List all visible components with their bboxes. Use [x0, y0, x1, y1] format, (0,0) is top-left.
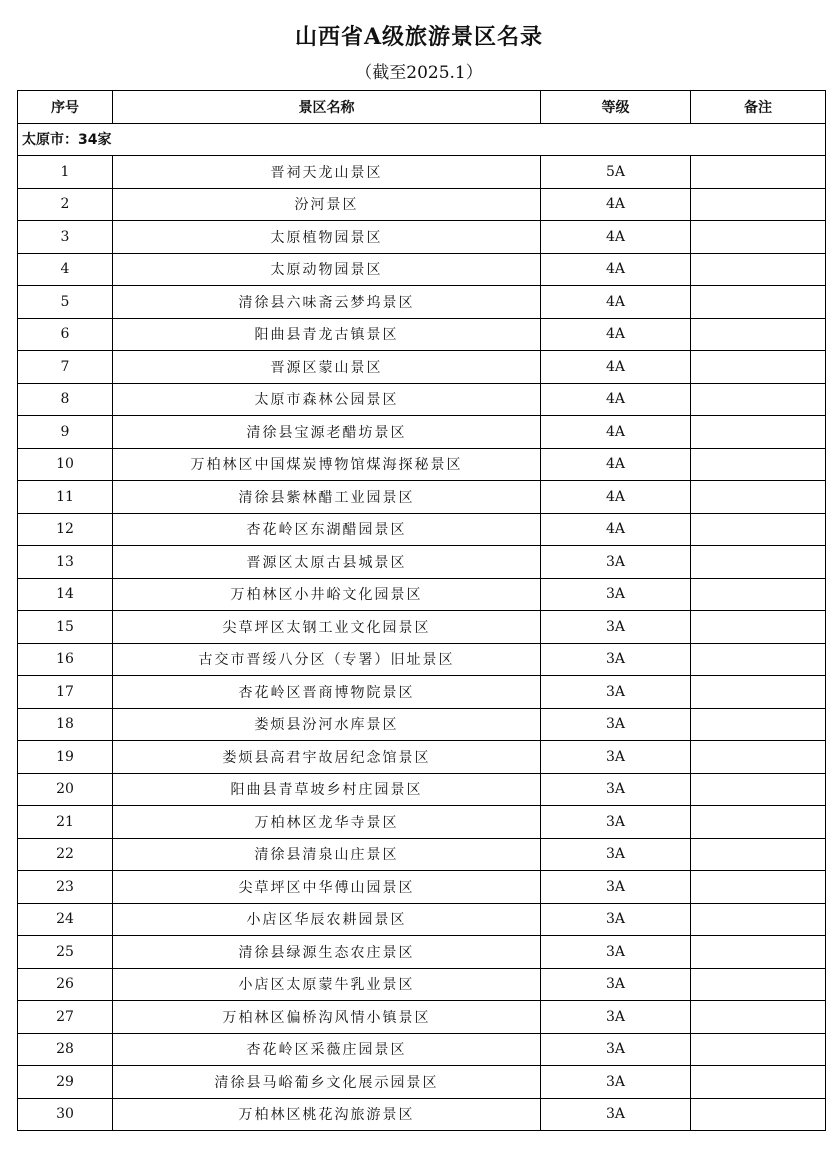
- table-row: [18, 1001, 826, 1034]
- row-level: 3A: [541, 903, 691, 936]
- row-name: 万柏林区中国煤炭博物馆煤海探秘景区: [113, 448, 541, 481]
- row-level: 4A: [541, 416, 691, 449]
- row-index: 16: [18, 643, 113, 676]
- row-name: 万柏林区小井峪文化园景区: [113, 578, 541, 611]
- row-name: 尖草坪区中华傅山园景区: [113, 871, 541, 904]
- row-name: 阳曲县青龙古镇景区: [113, 318, 541, 351]
- row-level: 3A: [541, 936, 691, 969]
- row-level: 4A: [541, 383, 691, 416]
- row-note: [691, 838, 826, 871]
- row-level: 4A: [541, 286, 691, 319]
- row-note: [691, 676, 826, 709]
- row-level: 3A: [541, 676, 691, 709]
- header-name: 景区名称: [113, 91, 541, 124]
- row-name: 古交市晋绥八分区（专署）旧址景区: [113, 643, 541, 676]
- table-row: [18, 1098, 826, 1131]
- row-level: 3A: [541, 643, 691, 676]
- row-level: 4A: [541, 318, 691, 351]
- row-level: 3A: [541, 806, 691, 839]
- row-index: 29: [18, 1066, 113, 1099]
- row-name: 太原市森林公园景区: [113, 383, 541, 416]
- row-index: 14: [18, 578, 113, 611]
- table-row: [18, 741, 826, 774]
- row-name: 清徐县马峪葡乡文化展示园景区: [113, 1066, 541, 1099]
- row-index: 22: [18, 838, 113, 871]
- table-row: [18, 253, 826, 286]
- row-index: 30: [18, 1098, 113, 1131]
- table-row: [18, 416, 826, 449]
- document-subtitle: （截至2025.1）: [355, 63, 483, 83]
- row-level: 3A: [541, 838, 691, 871]
- row-level: 3A: [541, 611, 691, 644]
- row-level: 3A: [541, 1033, 691, 1066]
- row-level: 4A: [541, 188, 691, 221]
- table-row: [18, 351, 826, 384]
- row-index: 26: [18, 968, 113, 1001]
- table-row: [18, 773, 826, 806]
- row-note: [691, 1066, 826, 1099]
- row-level: 3A: [541, 578, 691, 611]
- row-index: 11: [18, 481, 113, 514]
- row-level: 3A: [541, 1001, 691, 1034]
- row-note: [691, 708, 826, 741]
- row-level: 3A: [541, 741, 691, 774]
- row-index: 3: [18, 221, 113, 254]
- row-index: 6: [18, 318, 113, 351]
- row-note: [691, 156, 826, 189]
- row-name: 清徐县清泉山庄景区: [113, 838, 541, 871]
- row-level: 5A: [541, 156, 691, 189]
- row-name: 太原植物园景区: [113, 221, 541, 254]
- row-level: 4A: [541, 481, 691, 514]
- row-index: 13: [18, 546, 113, 579]
- row-index: 25: [18, 936, 113, 969]
- row-note: [691, 1033, 826, 1066]
- row-note: [691, 188, 826, 221]
- table-row: [18, 903, 826, 936]
- row-index: 20: [18, 773, 113, 806]
- row-note: [691, 513, 826, 546]
- row-index: 1: [18, 156, 113, 189]
- table-row: [18, 546, 826, 579]
- row-index: 7: [18, 351, 113, 384]
- table-row: [18, 676, 826, 709]
- header-note: 备注: [691, 91, 826, 124]
- table-row: [18, 1033, 826, 1066]
- header-index: 序号: [18, 91, 113, 124]
- row-name: 杏花岭区东湖醋园景区: [113, 513, 541, 546]
- row-index: 23: [18, 871, 113, 904]
- table-row: [18, 188, 826, 221]
- row-note: [691, 481, 826, 514]
- region-label: 太原市：34家: [18, 123, 826, 156]
- row-note: [691, 903, 826, 936]
- row-note: [691, 1098, 826, 1131]
- row-level: 3A: [541, 708, 691, 741]
- row-index: 19: [18, 741, 113, 774]
- table-row: [18, 286, 826, 319]
- table-row: [18, 968, 826, 1001]
- table-row: [18, 1066, 826, 1099]
- row-index: 4: [18, 253, 113, 286]
- table-row: [18, 156, 826, 189]
- row-index: 15: [18, 611, 113, 644]
- row-level: 4A: [541, 221, 691, 254]
- row-level: 3A: [541, 1098, 691, 1131]
- row-index: 2: [18, 188, 113, 221]
- row-name: 小店区华辰农耕园景区: [113, 903, 541, 936]
- row-note: [691, 318, 826, 351]
- row-level: 4A: [541, 351, 691, 384]
- row-note: [691, 351, 826, 384]
- row-name: 娄烦县高君宇故居纪念馆景区: [113, 741, 541, 774]
- table-body: [18, 123, 826, 1131]
- row-name: 万柏林区龙华寺景区: [113, 806, 541, 839]
- row-name: 万柏林区桃花沟旅游景区: [113, 1098, 541, 1131]
- row-index: 24: [18, 903, 113, 936]
- table-row: [18, 513, 826, 546]
- table-row: [18, 708, 826, 741]
- row-index: 18: [18, 708, 113, 741]
- row-name: 汾河景区: [113, 188, 541, 221]
- row-note: [691, 546, 826, 579]
- row-name: 小店区太原蒙牛乳业景区: [113, 968, 541, 1001]
- row-name: 清徐县宝源老醋坊景区: [113, 416, 541, 449]
- document-title: 山西省A级旅游景区名录: [294, 24, 544, 50]
- header-level: 等级: [541, 91, 691, 124]
- table-row: [18, 448, 826, 481]
- row-name: 阳曲县青草坡乡村庄园景区: [113, 773, 541, 806]
- table-row: [18, 936, 826, 969]
- row-level: 4A: [541, 253, 691, 286]
- row-note: [691, 741, 826, 774]
- row-note: [691, 936, 826, 969]
- row-level: 3A: [541, 871, 691, 904]
- row-note: [691, 871, 826, 904]
- row-name: 清徐县紫林醋工业园景区: [113, 481, 541, 514]
- table-row: [18, 871, 826, 904]
- table-row: [18, 838, 826, 871]
- row-level: 4A: [541, 513, 691, 546]
- row-note: [691, 578, 826, 611]
- table-row: [18, 578, 826, 611]
- row-note: [691, 806, 826, 839]
- row-name: 清徐县绿源生态农庄景区: [113, 936, 541, 969]
- row-name: 晋源区蒙山景区: [113, 351, 541, 384]
- row-level: 4A: [541, 448, 691, 481]
- row-note: [691, 286, 826, 319]
- row-index: 12: [18, 513, 113, 546]
- row-note: [691, 611, 826, 644]
- row-index: 10: [18, 448, 113, 481]
- row-name: 杏花岭区晋商博物院景区: [113, 676, 541, 709]
- row-name: 晋祠天龙山景区: [113, 156, 541, 189]
- row-name: 清徐县六味斋云梦坞景区: [113, 286, 541, 319]
- row-note: [691, 253, 826, 286]
- row-note: [691, 221, 826, 254]
- row-name: 晋源区太原古县城景区: [113, 546, 541, 579]
- row-note: [691, 773, 826, 806]
- row-index: 8: [18, 383, 113, 416]
- table-row: [18, 611, 826, 644]
- row-note: [691, 968, 826, 1001]
- table-row: [18, 221, 826, 254]
- row-level: 3A: [541, 1066, 691, 1099]
- table-row: [18, 643, 826, 676]
- row-note: [691, 1001, 826, 1034]
- row-name: 太原动物园景区: [113, 253, 541, 286]
- row-index: 28: [18, 1033, 113, 1066]
- row-name: 尖草坪区太钢工业文化园景区: [113, 611, 541, 644]
- row-note: [691, 416, 826, 449]
- row-note: [691, 448, 826, 481]
- row-level: 3A: [541, 968, 691, 1001]
- table-row: [18, 318, 826, 351]
- row-note: [691, 383, 826, 416]
- row-note: [691, 643, 826, 676]
- table-row: [18, 383, 826, 416]
- scenic-area-table: [17, 90, 826, 1131]
- table-row: [18, 481, 826, 514]
- row-name: 娄烦县汾河水库景区: [113, 708, 541, 741]
- header-row: [18, 91, 826, 124]
- table-row: [18, 806, 826, 839]
- row-index: 17: [18, 676, 113, 709]
- row-index: 9: [18, 416, 113, 449]
- row-level: 3A: [541, 546, 691, 579]
- row-name: 万柏林区偏桥沟风情小镇景区: [113, 1001, 541, 1034]
- row-index: 21: [18, 806, 113, 839]
- row-level: 3A: [541, 773, 691, 806]
- row-index: 27: [18, 1001, 113, 1034]
- region-row: [18, 123, 826, 156]
- row-name: 杏花岭区采薇庄园景区: [113, 1033, 541, 1066]
- row-index: 5: [18, 286, 113, 319]
